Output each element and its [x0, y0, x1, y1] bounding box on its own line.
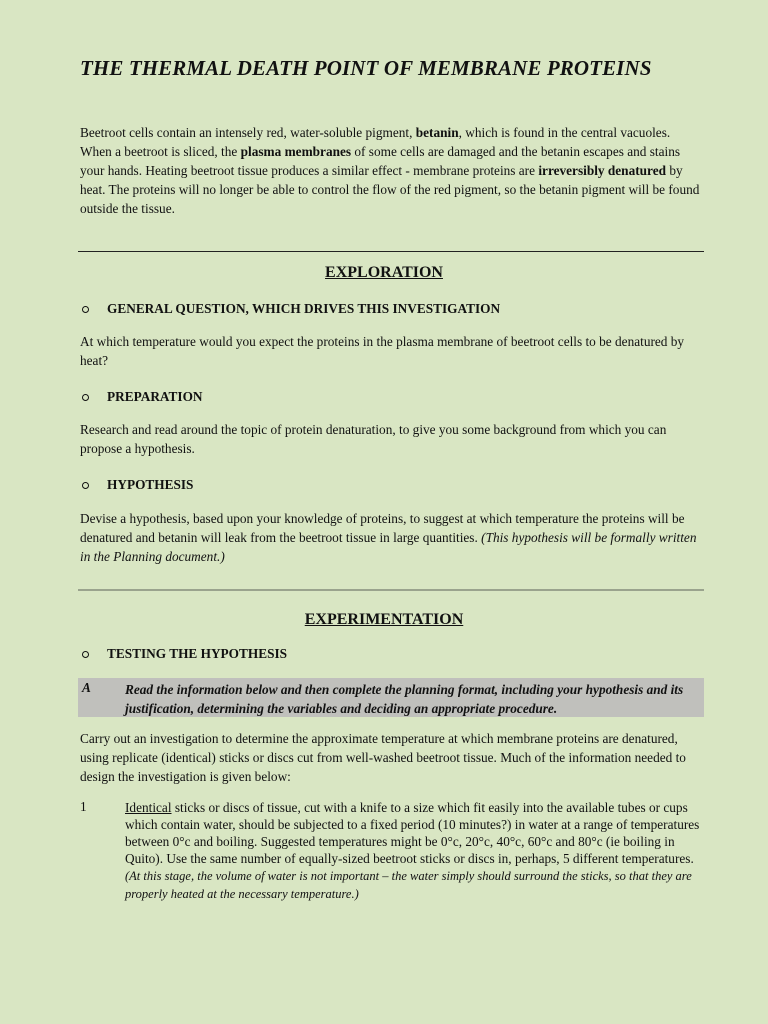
- intro-text-1: Beetroot cells contain an intensely red, water-soluble pigment,: [80, 125, 416, 140]
- hypothesis-note: (This hypothesis will be formally written in the Planning document.): [80, 530, 697, 564]
- intro-bold-irreversibly-denatured: irreversibly denatured: [538, 163, 667, 178]
- instruction-letter: A: [82, 680, 91, 695]
- divider-rule-gray: [78, 589, 704, 591]
- preparation-heading: [80, 389, 700, 405]
- preparation-text: Research and read around the topic of protein denaturation, to give you some background from which you can propose a hypothesis.: [80, 422, 667, 456]
- item-number: 1: [80, 799, 87, 814]
- hypothesis-text: Devise a hypothesis, based upon your knowledge of proteins, to suggest at which temperature the proteins will be denatured and betanin will leak from the beetroot tissue in large quantities.: [80, 511, 685, 545]
- hollow-bullet-icon: [82, 482, 89, 489]
- intro-text-2: , which is found in the central vacuoles. When a beetroot is sliced, the: [80, 125, 671, 159]
- item-underlined-word: Identical: [125, 800, 172, 815]
- hollow-bullet-icon: [82, 306, 89, 313]
- hypothesis-paragraph: [80, 509, 700, 566]
- general-question-text: At which temperature would you expect the proteins in the plasma membrane of beetroot cells to be denatured by heat?: [80, 334, 685, 368]
- instruction-box: [78, 678, 704, 717]
- experimentation-heading: EXPERIMENTATION: [304, 611, 464, 628]
- carry-out-paragraph: Carry out an investigation to determine the approximate temperature at which membrane proteins are denatured, using replicate (identical) sticks or discs cut from well-washed beetroot tissue. Much of the information needed to design the investigation is given below:: [80, 731, 686, 784]
- general-question-label: GENERAL QUESTION, WHICH DRIVES THIS INVESTIGATION: [107, 301, 501, 316]
- item-text: sticks or discs of tissue, cut with a knife to a size which fit easily into the available tubes or cups which contain water, should be subjected to a fixed period (10 minutes?) in water at a range of temperatures between 0°c and boiling. Suggested temperatures might be 0°c, 20°c, 40°c, 60°c and 80°c (ie boiling in Quito). Use the same number of equally-sized beetroot sticks or discs in, perhaps, 5 different temperatures.: [125, 800, 700, 866]
- intro-text-3: of some cells are damaged and the betanin escapes and stains your hands. Heating beetroot tissue produces a similar effect - membrane proteins are: [80, 144, 681, 178]
- intro-bold-betanin: betanin: [415, 125, 459, 140]
- divider-rule: [78, 251, 704, 252]
- intro-bold-plasma-membranes: plasma membranes: [240, 144, 352, 159]
- hypothesis-heading: [80, 477, 700, 493]
- testing-hypothesis-label: TESTING THE HYPOTHESIS: [107, 646, 288, 661]
- intro-paragraph: [80, 123, 700, 218]
- document-title: THE THERMAL DEATH POINT OF MEMBRANE PROTEINS: [80, 56, 652, 80]
- intro-text-4: by heat. The proteins will no longer be able to control the flow of the red pigment, so the betanin pigment will be found outside the tissue.: [80, 163, 700, 216]
- hypothesis-label: HYPOTHESIS: [107, 477, 194, 492]
- hollow-bullet-icon: [82, 651, 89, 658]
- preparation-label: PREPARATION: [107, 389, 203, 404]
- general-question-heading: [80, 301, 700, 317]
- item-note: (At this stage, the volume of water is not important – the water simply should surround the sticks, so that they are properly heated at the necessary temperature.): [125, 869, 692, 901]
- hollow-bullet-icon: [82, 394, 89, 401]
- instruction-text: Read the information below and then complete the planning format, including your hypothesis and its justification, determining the variables and deciding an appropriate procedure.: [125, 682, 684, 716]
- testing-hypothesis-heading: [80, 646, 700, 662]
- exploration-heading: EXPLORATION: [325, 264, 443, 281]
- item-body: [125, 799, 700, 903]
